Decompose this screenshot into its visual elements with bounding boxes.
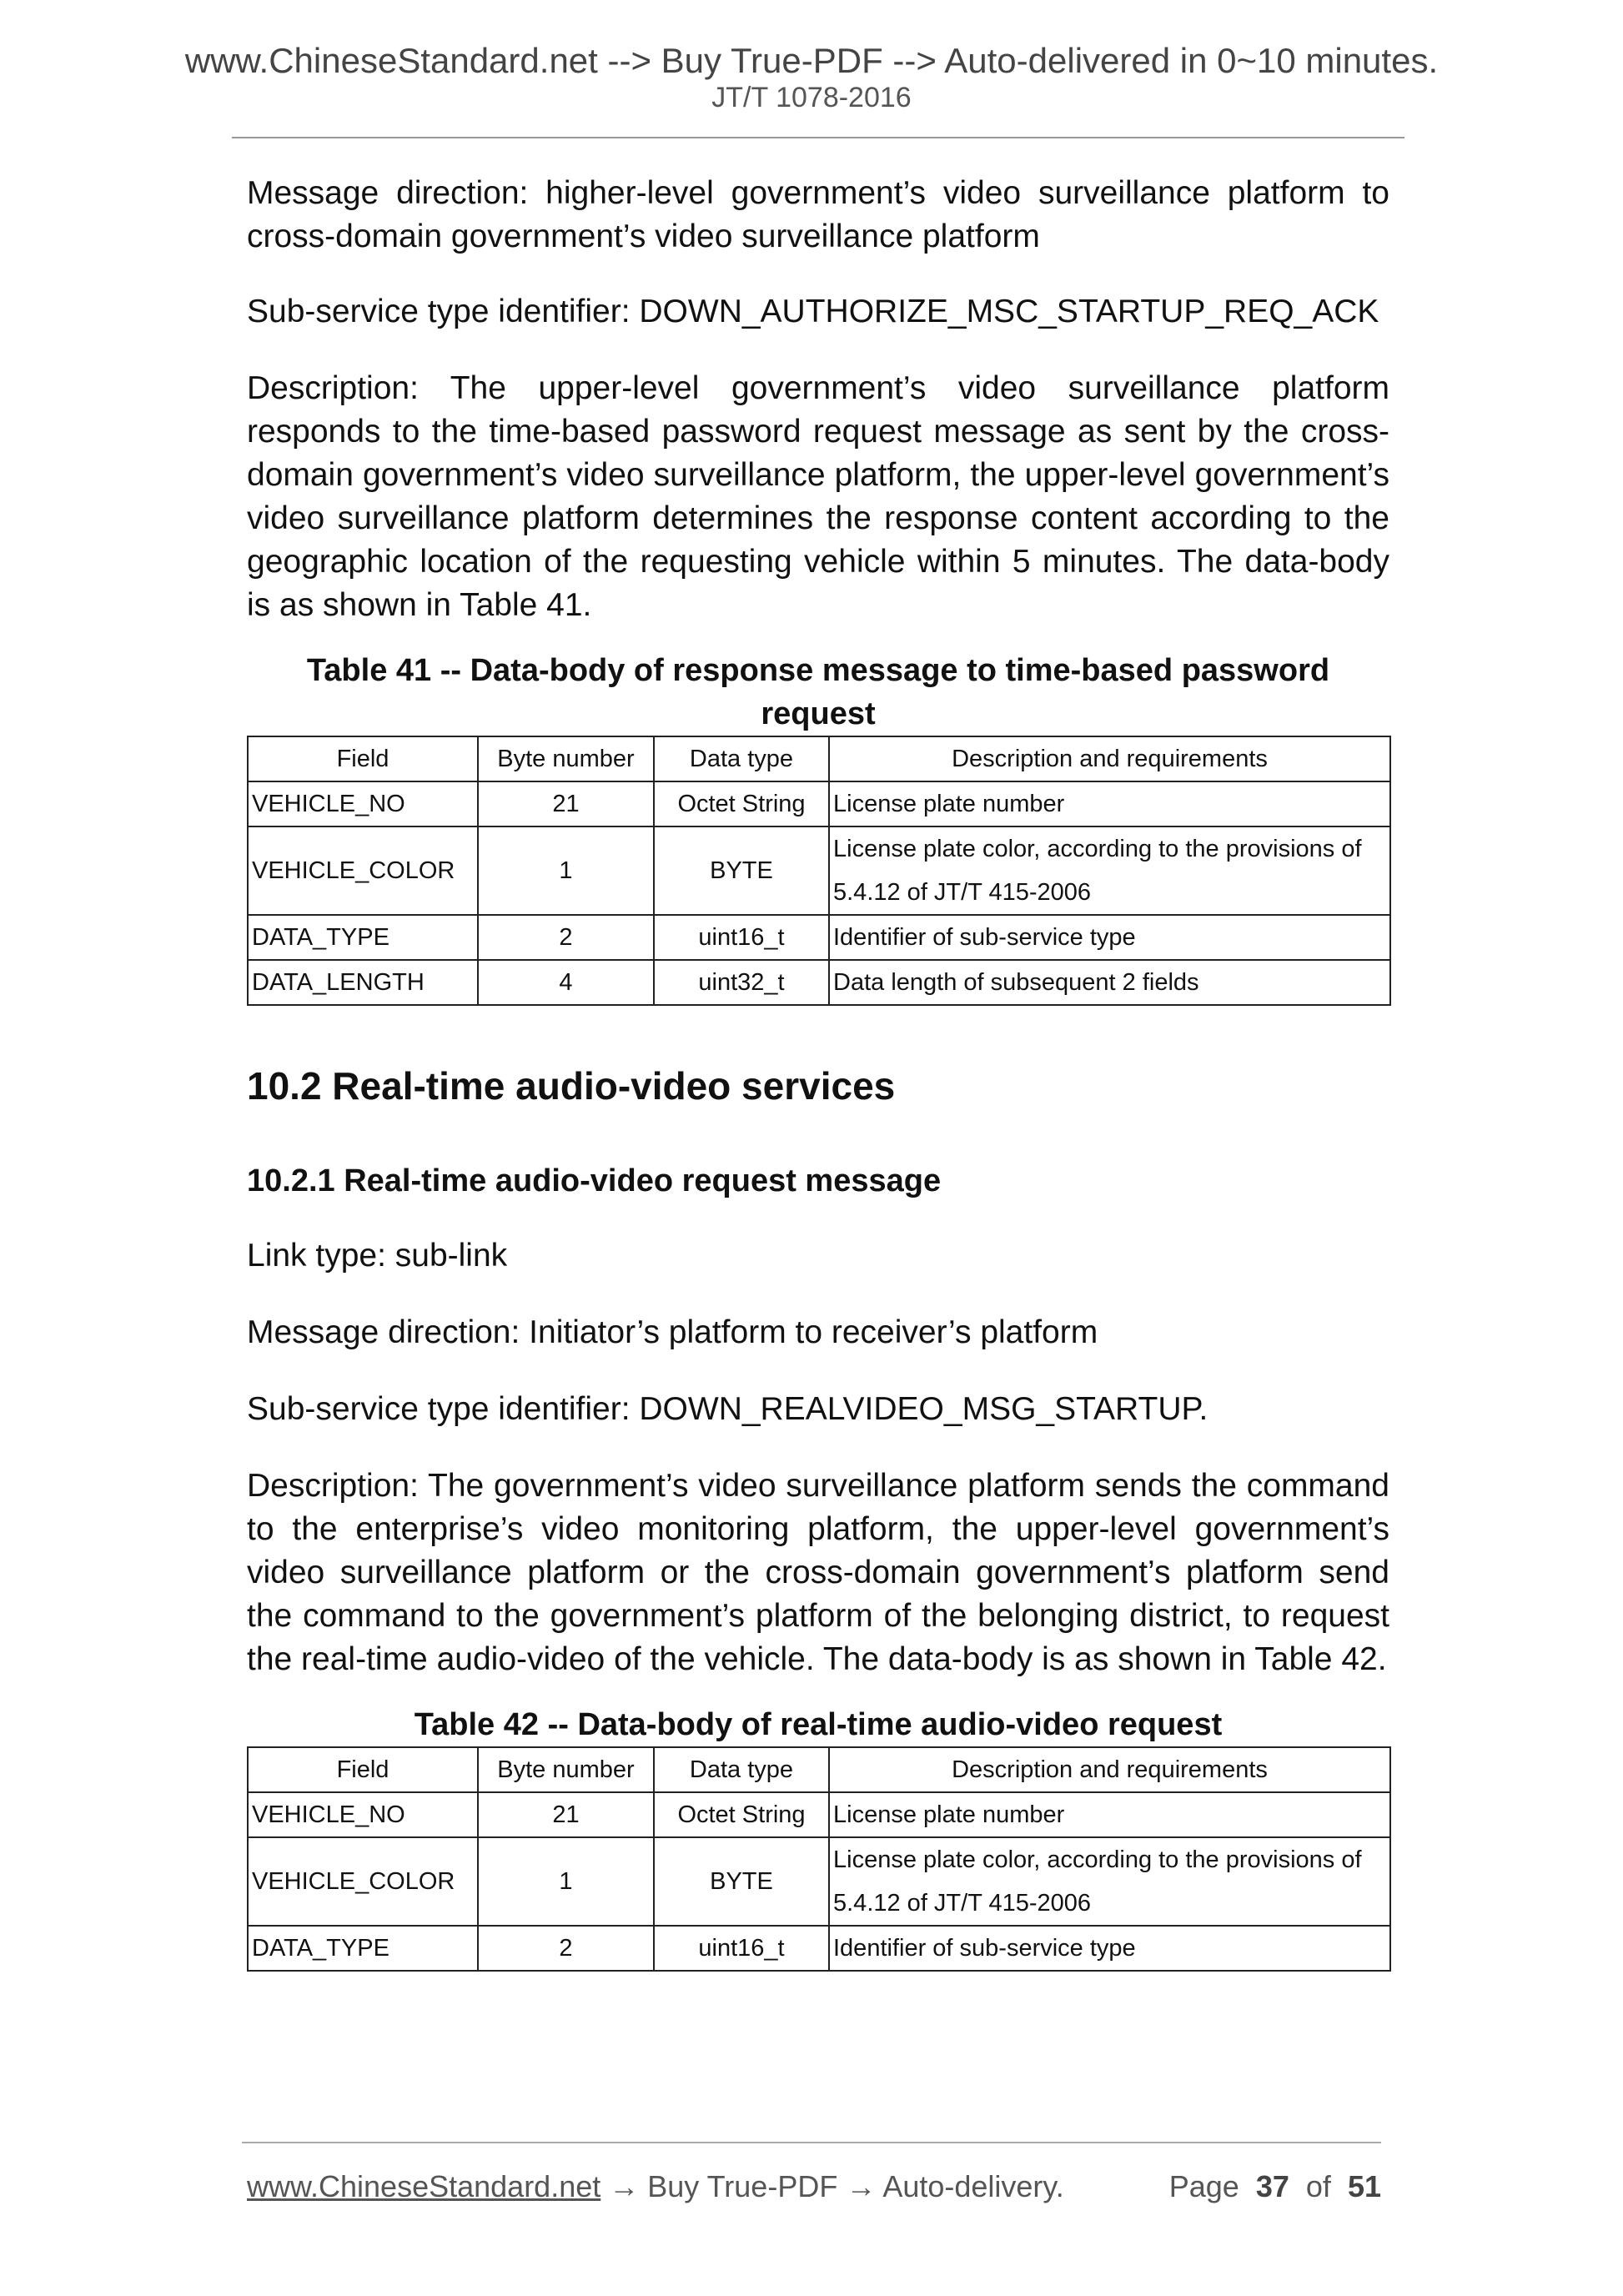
of-label: of bbox=[1305, 2169, 1331, 2203]
table-row bbox=[248, 781, 1390, 826]
table-row bbox=[248, 960, 1390, 1005]
footer-left bbox=[247, 2167, 1064, 2207]
paragraph-message-direction: Message direction: higher-level government’s video surveillance platform to cross-domain government’s video surveillance platform bbox=[247, 175, 1389, 254]
table-cell: Data length of subsequent 2 fields bbox=[829, 960, 1390, 1005]
footer-divider bbox=[242, 2142, 1381, 2143]
table-row bbox=[248, 915, 1390, 960]
table-cell: VEHICLE_COLOR bbox=[248, 1837, 478, 1926]
column-header: Byte number bbox=[478, 736, 654, 781]
page-label: Page bbox=[1168, 2169, 1239, 2203]
column-header: Byte number bbox=[478, 1747, 654, 1792]
column-header: Description and requirements bbox=[829, 1747, 1390, 1792]
table-41 bbox=[247, 736, 1391, 1006]
paragraph-description: Description: The upper-level government’s video surveillance platform responds to the time-based password request message as sent by the cross-domain government’s video surveillance platform, the upper-level government’s video surveillance platform determines the response content according to the geographic location of the requesting vehicle within 5 minutes. The data-body is as shown in Table 41. bbox=[247, 370, 1389, 623]
table-cell: 21 bbox=[478, 1792, 654, 1837]
table-42 bbox=[247, 1746, 1391, 1972]
page-number bbox=[1169, 2167, 1381, 2207]
table-cell: VEHICLE_NO bbox=[248, 1792, 478, 1837]
table-row bbox=[248, 1792, 1390, 1837]
table-cell: 1 bbox=[478, 1837, 654, 1926]
table-cell: Identifier of sub-service type bbox=[829, 915, 1390, 960]
table-cell: DATA_TYPE bbox=[248, 1926, 478, 1971]
footer-tagline: → Buy True-PDF → Auto-delivery. bbox=[600, 2169, 1064, 2203]
column-header: Description and requirements bbox=[829, 736, 1390, 781]
paragraph-section-description: Description: The government’s video surveillance platform sends the command to the enterprise’s video monitoring platform, the upper-level government’s video surveillance platform or the cross-domain government’s platform send the command to the government’s platform of the belonging district, to request the real-time audio-video of the vehicle. The data-body is as shown in Table 42. bbox=[247, 1468, 1389, 1677]
table-cell: Octet String bbox=[654, 781, 829, 826]
section-heading: 10.2 Real-time audio-video services bbox=[247, 1064, 896, 1108]
table-cell: 4 bbox=[478, 960, 654, 1005]
current-page: 37 bbox=[1255, 2169, 1289, 2203]
table-cell: License plate number bbox=[829, 781, 1390, 826]
column-header: Field bbox=[248, 1747, 478, 1792]
table-cell: License plate color, according to the provisions of 5.4.12 of JT/T 415-2006 bbox=[829, 1837, 1390, 1926]
table-cell: 2 bbox=[478, 1926, 654, 1971]
table-cell: uint16_t bbox=[654, 915, 829, 960]
footer-site-link[interactable]: www.ChineseStandard.net bbox=[247, 2169, 601, 2203]
paragraph-sub-service-identifier: Sub-service type identifier: DOWN_AUTHORIZE_MSC_STARTUP_REQ_ACK bbox=[247, 294, 1379, 329]
table-cell: uint16_t bbox=[654, 1926, 829, 1971]
total-pages: 51 bbox=[1347, 2169, 1381, 2203]
table-cell: 2 bbox=[478, 915, 654, 960]
table-41-caption: Table 41 -- Data-body of response message to time-based password request bbox=[306, 653, 1330, 731]
table-cell: Octet String bbox=[654, 1792, 829, 1837]
table-cell: DATA_TYPE bbox=[248, 915, 478, 960]
table-42-caption: Table 42 -- Data-body of real-time audio-video request bbox=[414, 1707, 1223, 1742]
table-cell: 1 bbox=[478, 826, 654, 915]
table-header-row bbox=[248, 1747, 1390, 1792]
subsection-heading: 10.2.1 Real-time audio-video request message bbox=[247, 1163, 942, 1198]
page-content bbox=[247, 172, 1389, 1972]
table-cell: BYTE bbox=[654, 1837, 829, 1926]
table-cell: License plate color, according to the provisions of 5.4.12 of JT/T 415-2006 bbox=[829, 826, 1390, 915]
table-cell: Identifier of sub-service type bbox=[829, 1926, 1390, 1971]
paragraph-identifier: Sub-service type identifier: DOWN_REALVIDEO_MSG_STARTUP. bbox=[247, 1391, 1208, 1427]
header-divider bbox=[232, 137, 1404, 138]
paragraph-link-type: Link type: sub-link bbox=[247, 1238, 508, 1274]
header-banner: www.ChineseStandard.net --> Buy True-PDF --> Auto-delivered in 0~10 minutes. bbox=[184, 41, 1439, 80]
table-row bbox=[248, 826, 1390, 915]
table-row bbox=[248, 1926, 1390, 1971]
page-footer bbox=[247, 2167, 1381, 2207]
paragraph-direction: Message direction: Initiator’s platform to receiver’s platform bbox=[247, 1314, 1098, 1350]
table-cell: uint32_t bbox=[654, 960, 829, 1005]
column-header: Field bbox=[248, 736, 478, 781]
table-cell: VEHICLE_NO bbox=[248, 781, 478, 826]
column-header: Data type bbox=[654, 736, 829, 781]
document-code: JT/T 1078-2016 bbox=[711, 82, 912, 113]
table-cell: VEHICLE_COLOR bbox=[248, 826, 478, 915]
table-header-row bbox=[248, 736, 1390, 781]
table-row bbox=[248, 1837, 1390, 1926]
table-cell: License plate number bbox=[829, 1792, 1390, 1837]
table-cell: 21 bbox=[478, 781, 654, 826]
table-cell: BYTE bbox=[654, 826, 829, 915]
table-cell: DATA_LENGTH bbox=[248, 960, 478, 1005]
column-header: Data type bbox=[654, 1747, 829, 1792]
